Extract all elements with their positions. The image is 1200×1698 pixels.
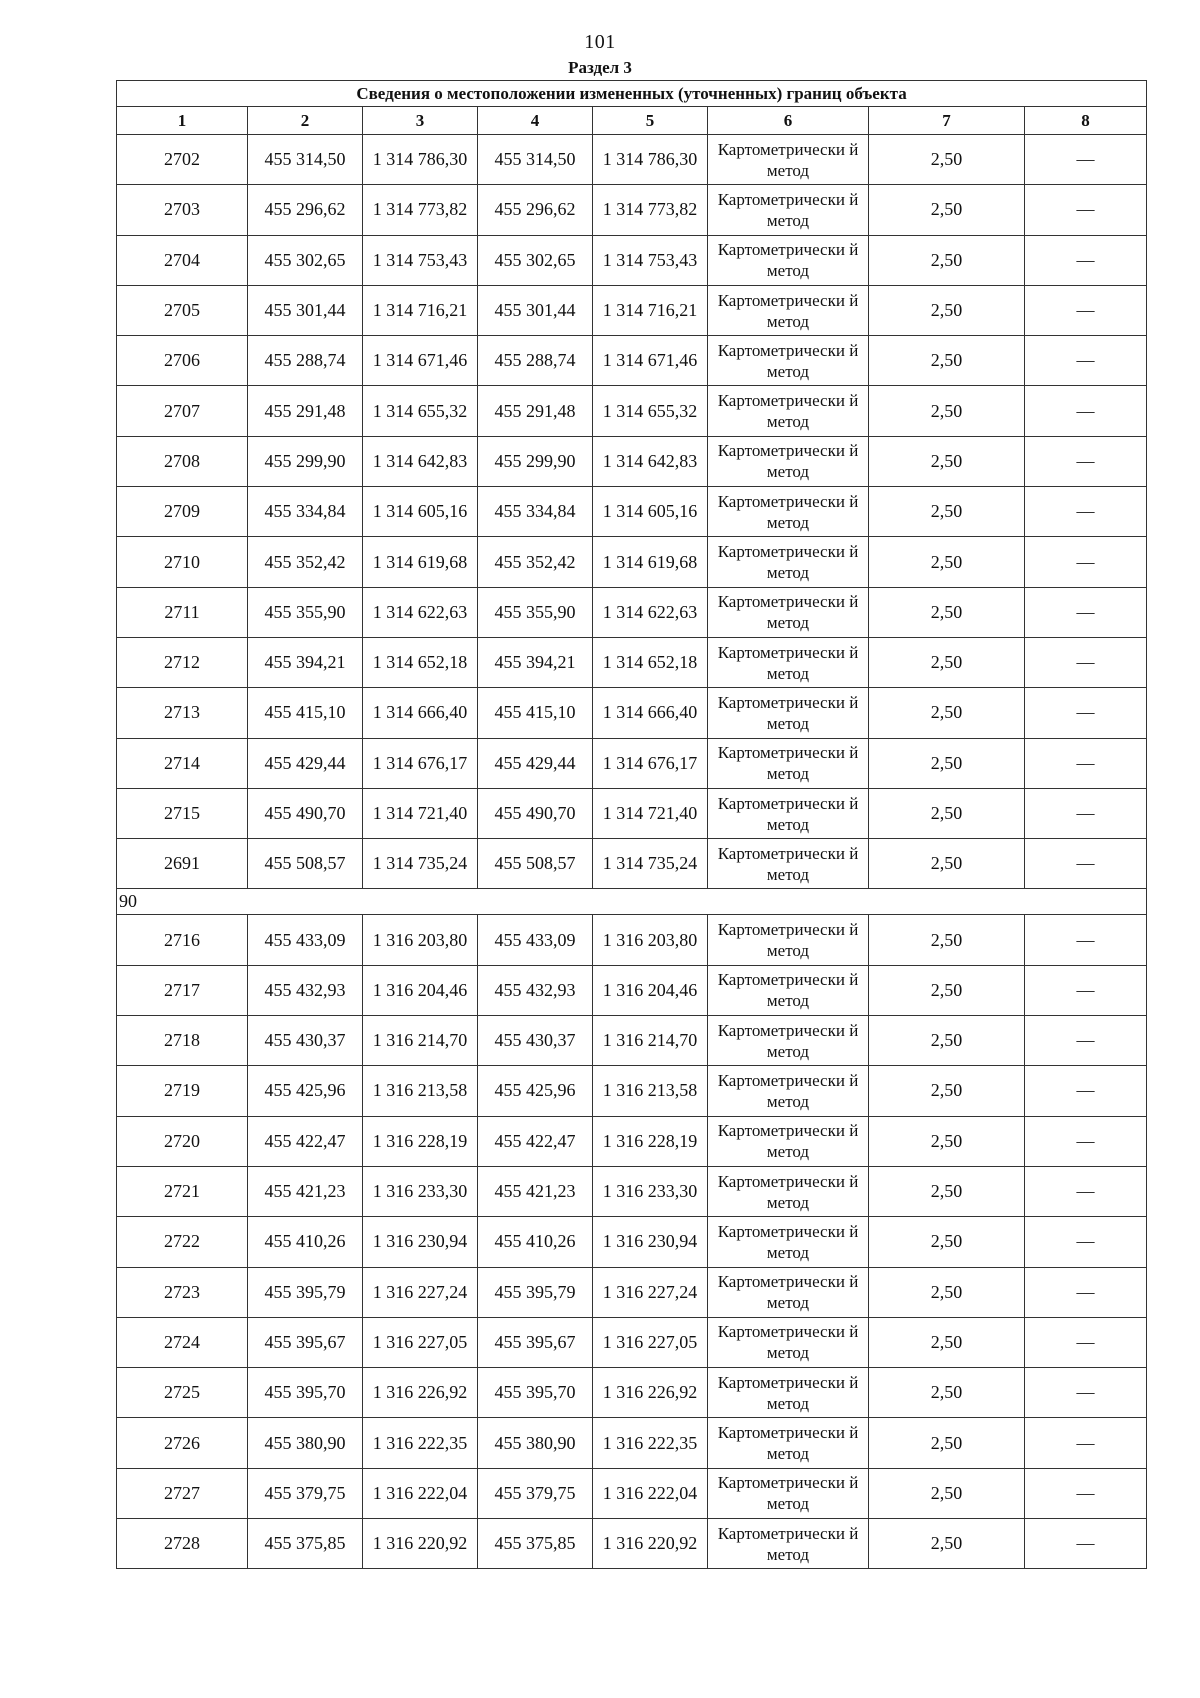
y-new-cell: 1 316 204,46 xyxy=(593,965,708,1015)
y-existing-cell: 1 314 721,40 xyxy=(363,788,478,838)
description-cell: — xyxy=(1025,537,1147,587)
y-new-cell: 1 314 605,16 xyxy=(593,487,708,537)
point-number-cell: 2691 xyxy=(117,839,248,889)
description-cell: — xyxy=(1025,336,1147,386)
point-number-cell: 2703 xyxy=(117,185,248,235)
table-row xyxy=(117,1016,1147,1066)
x-existing-cell: 455 415,10 xyxy=(248,688,363,738)
description-cell: — xyxy=(1025,965,1147,1015)
point-number-cell: 2712 xyxy=(117,637,248,687)
y-new-cell: 1 314 753,43 xyxy=(593,235,708,285)
accuracy-cell: 2,50 xyxy=(869,839,1025,889)
x-existing-cell: 455 379,75 xyxy=(248,1468,363,1518)
y-new-cell: 1 316 213,58 xyxy=(593,1066,708,1116)
table-row xyxy=(117,135,1147,185)
x-existing-cell: 455 302,65 xyxy=(248,235,363,285)
table-row xyxy=(117,965,1147,1015)
accuracy-cell: 2,50 xyxy=(869,1267,1025,1317)
method-cell: Картометрически й метод xyxy=(708,185,869,235)
point-number-cell: 2717 xyxy=(117,965,248,1015)
point-number-cell: 2723 xyxy=(117,1267,248,1317)
y-new-cell: 1 316 233,30 xyxy=(593,1166,708,1216)
accuracy-cell: 2,50 xyxy=(869,1368,1025,1418)
y-existing-cell: 1 314 619,68 xyxy=(363,537,478,587)
y-new-cell: 1 316 214,70 xyxy=(593,1016,708,1066)
description-cell: — xyxy=(1025,587,1147,637)
page-number: 101 xyxy=(584,31,616,53)
table-row xyxy=(117,839,1147,889)
method-cell: Картометрически й метод xyxy=(708,839,869,889)
x-new-cell: 455 296,62 xyxy=(478,185,593,235)
point-number-cell: 2724 xyxy=(117,1317,248,1367)
table-caption: Сведения о местоположении измененных (уточненных) границ объекта xyxy=(117,81,1147,107)
description-cell: — xyxy=(1025,1317,1147,1367)
description-cell: — xyxy=(1025,235,1147,285)
y-existing-cell: 1 316 230,94 xyxy=(363,1217,478,1267)
description-cell: — xyxy=(1025,688,1147,738)
method-cell: Картометрически й метод xyxy=(708,1519,869,1569)
y-existing-cell: 1 314 605,16 xyxy=(363,487,478,537)
accuracy-cell: 2,50 xyxy=(869,1016,1025,1066)
x-new-cell: 455 375,85 xyxy=(478,1519,593,1569)
description-cell: — xyxy=(1025,1217,1147,1267)
point-number-cell: 2721 xyxy=(117,1166,248,1216)
x-new-cell: 455 429,44 xyxy=(478,738,593,788)
x-existing-cell: 455 425,96 xyxy=(248,1066,363,1116)
x-existing-cell: 455 395,70 xyxy=(248,1368,363,1418)
accuracy-cell: 2,50 xyxy=(869,235,1025,285)
point-number-cell: 2719 xyxy=(117,1066,248,1116)
method-cell: Картометрически й метод xyxy=(708,537,869,587)
description-cell: — xyxy=(1025,1519,1147,1569)
y-new-cell: 1 316 227,24 xyxy=(593,1267,708,1317)
y-existing-cell: 1 316 228,19 xyxy=(363,1116,478,1166)
x-existing-cell: 455 410,26 xyxy=(248,1217,363,1267)
method-cell: Картометрически й метод xyxy=(708,135,869,185)
x-new-cell: 455 395,79 xyxy=(478,1267,593,1317)
point-number-cell: 2705 xyxy=(117,285,248,335)
table-row xyxy=(117,235,1147,285)
y-new-cell: 1 314 671,46 xyxy=(593,336,708,386)
point-number-cell: 2710 xyxy=(117,537,248,587)
method-cell: Картометрически й метод xyxy=(708,336,869,386)
accuracy-cell: 2,50 xyxy=(869,487,1025,537)
y-new-cell: 1 316 203,80 xyxy=(593,915,708,965)
x-new-cell: 455 508,57 xyxy=(478,839,593,889)
x-existing-cell: 455 296,62 xyxy=(248,185,363,235)
accuracy-cell: 2,50 xyxy=(869,688,1025,738)
y-new-cell: 1 314 716,21 xyxy=(593,285,708,335)
group-label: 90 xyxy=(117,889,1147,915)
table-row xyxy=(117,915,1147,965)
table-row xyxy=(117,637,1147,687)
column-header-2: 2 xyxy=(248,107,363,135)
y-existing-cell: 1 316 233,30 xyxy=(363,1166,478,1216)
method-cell: Картометрически й метод xyxy=(708,637,869,687)
accuracy-cell: 2,50 xyxy=(869,637,1025,687)
y-new-cell: 1 314 735,24 xyxy=(593,839,708,889)
y-existing-cell: 1 316 203,80 xyxy=(363,915,478,965)
x-new-cell: 455 432,93 xyxy=(478,965,593,1015)
accuracy-cell: 2,50 xyxy=(869,1217,1025,1267)
accuracy-cell: 2,50 xyxy=(869,386,1025,436)
x-new-cell: 455 380,90 xyxy=(478,1418,593,1468)
y-existing-cell: 1 316 222,04 xyxy=(363,1468,478,1518)
accuracy-cell: 2,50 xyxy=(869,1418,1025,1468)
y-existing-cell: 1 314 753,43 xyxy=(363,235,478,285)
y-new-cell: 1 316 228,19 xyxy=(593,1116,708,1166)
point-number-cell: 2715 xyxy=(117,788,248,838)
x-new-cell: 455 421,23 xyxy=(478,1166,593,1216)
accuracy-cell: 2,50 xyxy=(869,788,1025,838)
table-row xyxy=(117,1166,1147,1216)
y-new-cell: 1 314 655,32 xyxy=(593,386,708,436)
method-cell: Картометрически й метод xyxy=(708,688,869,738)
method-cell: Картометрически й метод xyxy=(708,487,869,537)
table-row xyxy=(117,1519,1147,1569)
method-cell: Картометрически й метод xyxy=(708,1468,869,1518)
x-new-cell: 455 430,37 xyxy=(478,1016,593,1066)
method-cell: Картометрически й метод xyxy=(708,386,869,436)
accuracy-cell: 2,50 xyxy=(869,965,1025,1015)
x-new-cell: 455 302,65 xyxy=(478,235,593,285)
table-row xyxy=(117,1267,1147,1317)
accuracy-cell: 2,50 xyxy=(869,135,1025,185)
accuracy-cell: 2,50 xyxy=(869,1116,1025,1166)
x-existing-cell: 455 508,57 xyxy=(248,839,363,889)
description-cell: — xyxy=(1025,1066,1147,1116)
description-cell: — xyxy=(1025,285,1147,335)
x-existing-cell: 455 375,85 xyxy=(248,1519,363,1569)
x-new-cell: 455 394,21 xyxy=(478,637,593,687)
y-new-cell: 1 314 773,82 xyxy=(593,185,708,235)
y-existing-cell: 1 316 214,70 xyxy=(363,1016,478,1066)
table-row xyxy=(117,1116,1147,1166)
point-number-cell: 2707 xyxy=(117,386,248,436)
column-header-1: 1 xyxy=(117,107,248,135)
x-existing-cell: 455 395,79 xyxy=(248,1267,363,1317)
y-existing-cell: 1 314 622,63 xyxy=(363,587,478,637)
x-new-cell: 455 301,44 xyxy=(478,285,593,335)
table-row xyxy=(117,1317,1147,1367)
description-cell: — xyxy=(1025,915,1147,965)
accuracy-cell: 2,50 xyxy=(869,185,1025,235)
accuracy-cell: 2,50 xyxy=(869,285,1025,335)
method-cell: Картометрически й метод xyxy=(708,1418,869,1468)
x-new-cell: 455 422,47 xyxy=(478,1116,593,1166)
table-row xyxy=(117,185,1147,235)
x-new-cell: 455 410,26 xyxy=(478,1217,593,1267)
method-cell: Картометрически й метод xyxy=(708,915,869,965)
method-cell: Картометрически й метод xyxy=(708,587,869,637)
accuracy-cell: 2,50 xyxy=(869,587,1025,637)
point-number-cell: 2728 xyxy=(117,1519,248,1569)
method-cell: Картометрически й метод xyxy=(708,738,869,788)
point-number-cell: 2726 xyxy=(117,1418,248,1468)
x-existing-cell: 455 490,70 xyxy=(248,788,363,838)
x-new-cell: 455 352,42 xyxy=(478,537,593,587)
column-header-3: 3 xyxy=(363,107,478,135)
y-existing-cell: 1 314 655,32 xyxy=(363,386,478,436)
y-new-cell: 1 314 666,40 xyxy=(593,688,708,738)
coordinates-table xyxy=(116,80,1147,1569)
x-existing-cell: 455 299,90 xyxy=(248,436,363,486)
y-existing-cell: 1 314 652,18 xyxy=(363,637,478,687)
method-cell: Картометрически й метод xyxy=(708,235,869,285)
point-number-cell: 2714 xyxy=(117,738,248,788)
accuracy-cell: 2,50 xyxy=(869,738,1025,788)
accuracy-cell: 2,50 xyxy=(869,436,1025,486)
y-existing-cell: 1 314 786,30 xyxy=(363,135,478,185)
accuracy-cell: 2,50 xyxy=(869,537,1025,587)
x-existing-cell: 455 314,50 xyxy=(248,135,363,185)
x-existing-cell: 455 432,93 xyxy=(248,965,363,1015)
table-row xyxy=(117,688,1147,738)
x-existing-cell: 455 395,67 xyxy=(248,1317,363,1367)
x-existing-cell: 455 355,90 xyxy=(248,587,363,637)
accuracy-cell: 2,50 xyxy=(869,1166,1025,1216)
description-cell: — xyxy=(1025,1418,1147,1468)
x-new-cell: 455 314,50 xyxy=(478,135,593,185)
y-existing-cell: 1 316 227,05 xyxy=(363,1317,478,1367)
y-new-cell: 1 314 642,83 xyxy=(593,436,708,486)
description-cell: — xyxy=(1025,436,1147,486)
section-title: Раздел 3 xyxy=(568,58,632,77)
point-number-cell: 2713 xyxy=(117,688,248,738)
method-cell: Картометрически й метод xyxy=(708,1016,869,1066)
table-body xyxy=(117,135,1147,1569)
point-number-cell: 2718 xyxy=(117,1016,248,1066)
table-header xyxy=(117,81,1147,135)
table-row xyxy=(117,1066,1147,1116)
point-number-cell: 2720 xyxy=(117,1116,248,1166)
y-new-cell: 1 314 786,30 xyxy=(593,135,708,185)
description-cell: — xyxy=(1025,1116,1147,1166)
y-new-cell: 1 314 619,68 xyxy=(593,537,708,587)
y-new-cell: 1 314 652,18 xyxy=(593,637,708,687)
table-row xyxy=(117,487,1147,537)
table-row xyxy=(117,587,1147,637)
table-row xyxy=(117,788,1147,838)
group-row xyxy=(117,889,1147,915)
method-cell: Картометрически й метод xyxy=(708,965,869,1015)
x-existing-cell: 455 352,42 xyxy=(248,537,363,587)
column-header-7: 7 xyxy=(869,107,1025,135)
x-existing-cell: 455 301,44 xyxy=(248,285,363,335)
x-new-cell: 455 291,48 xyxy=(478,386,593,436)
x-new-cell: 455 395,67 xyxy=(478,1317,593,1367)
y-existing-cell: 1 314 666,40 xyxy=(363,688,478,738)
y-existing-cell: 1 314 735,24 xyxy=(363,839,478,889)
table-row xyxy=(117,1368,1147,1418)
x-new-cell: 455 425,96 xyxy=(478,1066,593,1116)
point-number-cell: 2709 xyxy=(117,487,248,537)
description-cell: — xyxy=(1025,1368,1147,1418)
x-new-cell: 455 299,90 xyxy=(478,436,593,486)
column-header-8: 8 xyxy=(1025,107,1147,135)
column-header-5: 5 xyxy=(593,107,708,135)
x-existing-cell: 455 429,44 xyxy=(248,738,363,788)
table-row xyxy=(117,1217,1147,1267)
point-number-cell: 2708 xyxy=(117,436,248,486)
column-header-6: 6 xyxy=(708,107,869,135)
method-cell: Картометрически й метод xyxy=(708,285,869,335)
table-row xyxy=(117,1468,1147,1518)
method-cell: Картометрически й метод xyxy=(708,1368,869,1418)
y-new-cell: 1 316 222,04 xyxy=(593,1468,708,1518)
description-cell: — xyxy=(1025,637,1147,687)
x-existing-cell: 455 334,84 xyxy=(248,487,363,537)
y-existing-cell: 1 316 204,46 xyxy=(363,965,478,1015)
table-row xyxy=(117,386,1147,436)
point-number-cell: 2702 xyxy=(117,135,248,185)
description-cell: — xyxy=(1025,135,1147,185)
y-existing-cell: 1 316 226,92 xyxy=(363,1368,478,1418)
x-existing-cell: 455 380,90 xyxy=(248,1418,363,1468)
y-existing-cell: 1 314 773,82 xyxy=(363,185,478,235)
accuracy-cell: 2,50 xyxy=(869,1468,1025,1518)
y-existing-cell: 1 316 220,92 xyxy=(363,1519,478,1569)
description-cell: — xyxy=(1025,1267,1147,1317)
y-new-cell: 1 316 227,05 xyxy=(593,1317,708,1367)
x-existing-cell: 455 288,74 xyxy=(248,336,363,386)
method-cell: Картометрически й метод xyxy=(708,1166,869,1216)
accuracy-cell: 2,50 xyxy=(869,1066,1025,1116)
description-cell: — xyxy=(1025,788,1147,838)
y-new-cell: 1 314 721,40 xyxy=(593,788,708,838)
y-existing-cell: 1 314 671,46 xyxy=(363,336,478,386)
method-cell: Картометрически й метод xyxy=(708,1267,869,1317)
column-header-4: 4 xyxy=(478,107,593,135)
method-cell: Картометрически й метод xyxy=(708,1066,869,1116)
y-existing-cell: 1 316 213,58 xyxy=(363,1066,478,1116)
y-existing-cell: 1 314 676,17 xyxy=(363,738,478,788)
y-new-cell: 1 316 220,92 xyxy=(593,1519,708,1569)
x-new-cell: 455 334,84 xyxy=(478,487,593,537)
point-number-cell: 2727 xyxy=(117,1468,248,1518)
x-new-cell: 455 288,74 xyxy=(478,336,593,386)
point-number-cell: 2722 xyxy=(117,1217,248,1267)
description-cell: — xyxy=(1025,487,1147,537)
point-number-cell: 2711 xyxy=(117,587,248,637)
table-row xyxy=(117,336,1147,386)
accuracy-cell: 2,50 xyxy=(869,915,1025,965)
x-new-cell: 455 355,90 xyxy=(478,587,593,637)
y-existing-cell: 1 316 227,24 xyxy=(363,1267,478,1317)
point-number-cell: 2725 xyxy=(117,1368,248,1418)
x-existing-cell: 455 421,23 xyxy=(248,1166,363,1216)
description-cell: — xyxy=(1025,738,1147,788)
point-number-cell: 2706 xyxy=(117,336,248,386)
x-new-cell: 455 415,10 xyxy=(478,688,593,738)
y-existing-cell: 1 316 222,35 xyxy=(363,1418,478,1468)
method-cell: Картометрически й метод xyxy=(708,788,869,838)
accuracy-cell: 2,50 xyxy=(869,1317,1025,1367)
method-cell: Картометрически й метод xyxy=(708,1116,869,1166)
table-row xyxy=(117,285,1147,335)
x-new-cell: 455 433,09 xyxy=(478,915,593,965)
accuracy-cell: 2,50 xyxy=(869,336,1025,386)
table-row xyxy=(117,738,1147,788)
x-new-cell: 455 395,70 xyxy=(478,1368,593,1418)
y-existing-cell: 1 314 642,83 xyxy=(363,436,478,486)
x-existing-cell: 455 433,09 xyxy=(248,915,363,965)
point-number-cell: 2704 xyxy=(117,235,248,285)
y-new-cell: 1 314 622,63 xyxy=(593,587,708,637)
table-row xyxy=(117,537,1147,587)
y-new-cell: 1 316 230,94 xyxy=(593,1217,708,1267)
point-number-cell: 2716 xyxy=(117,915,248,965)
description-cell: — xyxy=(1025,1016,1147,1066)
y-new-cell: 1 316 226,92 xyxy=(593,1368,708,1418)
x-new-cell: 455 490,70 xyxy=(478,788,593,838)
x-new-cell: 455 379,75 xyxy=(478,1468,593,1518)
y-new-cell: 1 314 676,17 xyxy=(593,738,708,788)
description-cell: — xyxy=(1025,1468,1147,1518)
table-row xyxy=(117,1418,1147,1468)
accuracy-cell: 2,50 xyxy=(869,1519,1025,1569)
description-cell: — xyxy=(1025,386,1147,436)
y-existing-cell: 1 314 716,21 xyxy=(363,285,478,335)
x-existing-cell: 455 291,48 xyxy=(248,386,363,436)
method-cell: Картометрически й метод xyxy=(708,1217,869,1267)
x-existing-cell: 455 394,21 xyxy=(248,637,363,687)
x-existing-cell: 455 430,37 xyxy=(248,1016,363,1066)
method-cell: Картометрически й метод xyxy=(708,436,869,486)
description-cell: — xyxy=(1025,1166,1147,1216)
description-cell: — xyxy=(1025,185,1147,235)
y-new-cell: 1 316 222,35 xyxy=(593,1418,708,1468)
description-cell: — xyxy=(1025,839,1147,889)
table-row xyxy=(117,436,1147,486)
method-cell: Картометрически й метод xyxy=(708,1317,869,1367)
x-existing-cell: 455 422,47 xyxy=(248,1116,363,1166)
